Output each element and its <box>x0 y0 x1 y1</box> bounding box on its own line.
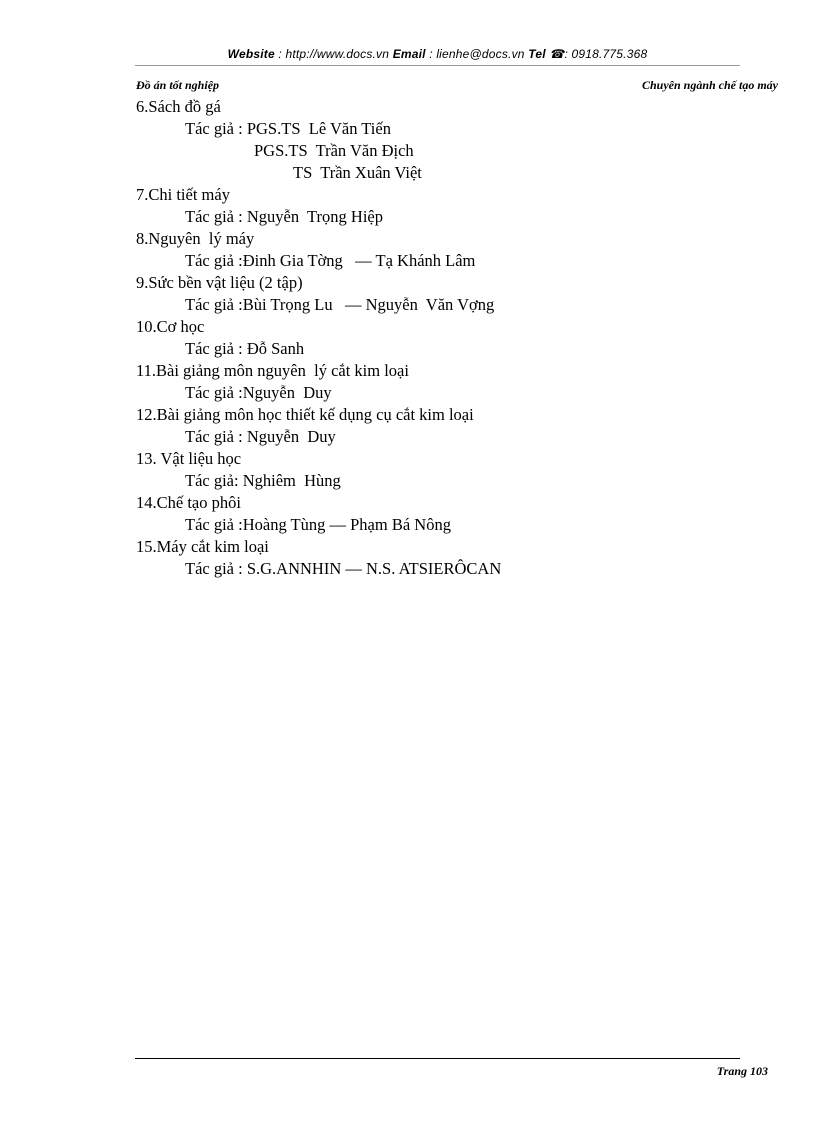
reference-author: Tác giả :Nguyễn Duy <box>185 383 332 402</box>
website-header <box>135 47 740 61</box>
website-url[interactable]: : http://www.docs.vn <box>278 47 390 61</box>
running-header-right: Chuyên ngành chế tạo máy <box>641 78 778 92</box>
reference-author: TS Trần Xuân Việt <box>293 163 422 182</box>
reference-author: Tác giả: Nghiêm Hùng <box>185 471 341 490</box>
reference-title: 7.Chi tiết máy <box>136 185 230 204</box>
header-rule <box>135 65 740 66</box>
reference-title: 6.Sách đồ gá <box>136 97 221 116</box>
reference-title: 12.Bài giảng môn học thiết kế dụng cụ cắt kim loại <box>136 405 474 424</box>
email-address[interactable]: : lienhe@docs.vn <box>429 47 525 61</box>
reference-author: Tác giả :Hoàng Tùng — Phạm Bá Nông <box>185 515 451 534</box>
website-label: Website <box>227 47 275 61</box>
reference-author: Tác giả : PGS.TS Lê Văn Tiến <box>185 119 391 138</box>
email-label: Email <box>392 47 426 61</box>
footer-rule <box>135 1058 740 1059</box>
running-header-left: Đồ án tốt nghiệp <box>136 78 220 92</box>
tel-number: : 0918.775.368 <box>564 47 648 61</box>
reference-title: 13. Vật liệu học <box>136 449 242 468</box>
reference-author: Tác giả : Nguyễn Trọng Hiệp <box>185 207 383 226</box>
reference-title: 9.Sức bền vật liệu (2 tập) <box>136 273 303 292</box>
reference-title: 14.Chế tạo phôi <box>136 493 241 512</box>
reference-author: Tác giả : S.G.ANNHIN — N.S. ATSIERÔCAN <box>185 559 502 578</box>
reference-title: 15.Máy cắt kim loại <box>136 537 269 556</box>
reference-author: Tác giả : Nguyễn Duy <box>185 427 336 446</box>
reference-title: 10.Cơ học <box>136 317 205 336</box>
page-number: Trang 103 <box>716 1064 768 1078</box>
tel-label: Tel <box>528 47 546 61</box>
reference-title: 8.Nguyên lý máy <box>136 229 255 248</box>
phone-icon: ☎ <box>549 47 565 61</box>
reference-author: Tác giả :Bùi Trọng Lu — Nguyễn Văn Vợng <box>185 295 495 314</box>
reference-author: Tác giả :Đinh Gia Tờng — Tạ Khánh Lâm <box>185 251 476 270</box>
reference-title: 11.Bài giảng môn nguyên lý cắt kim loại <box>136 361 409 380</box>
reference-author: Tác giả : Đỗ Sanh <box>185 339 305 358</box>
reference-author: PGS.TS Trần Văn Địch <box>254 141 414 160</box>
reference-list <box>136 96 501 580</box>
